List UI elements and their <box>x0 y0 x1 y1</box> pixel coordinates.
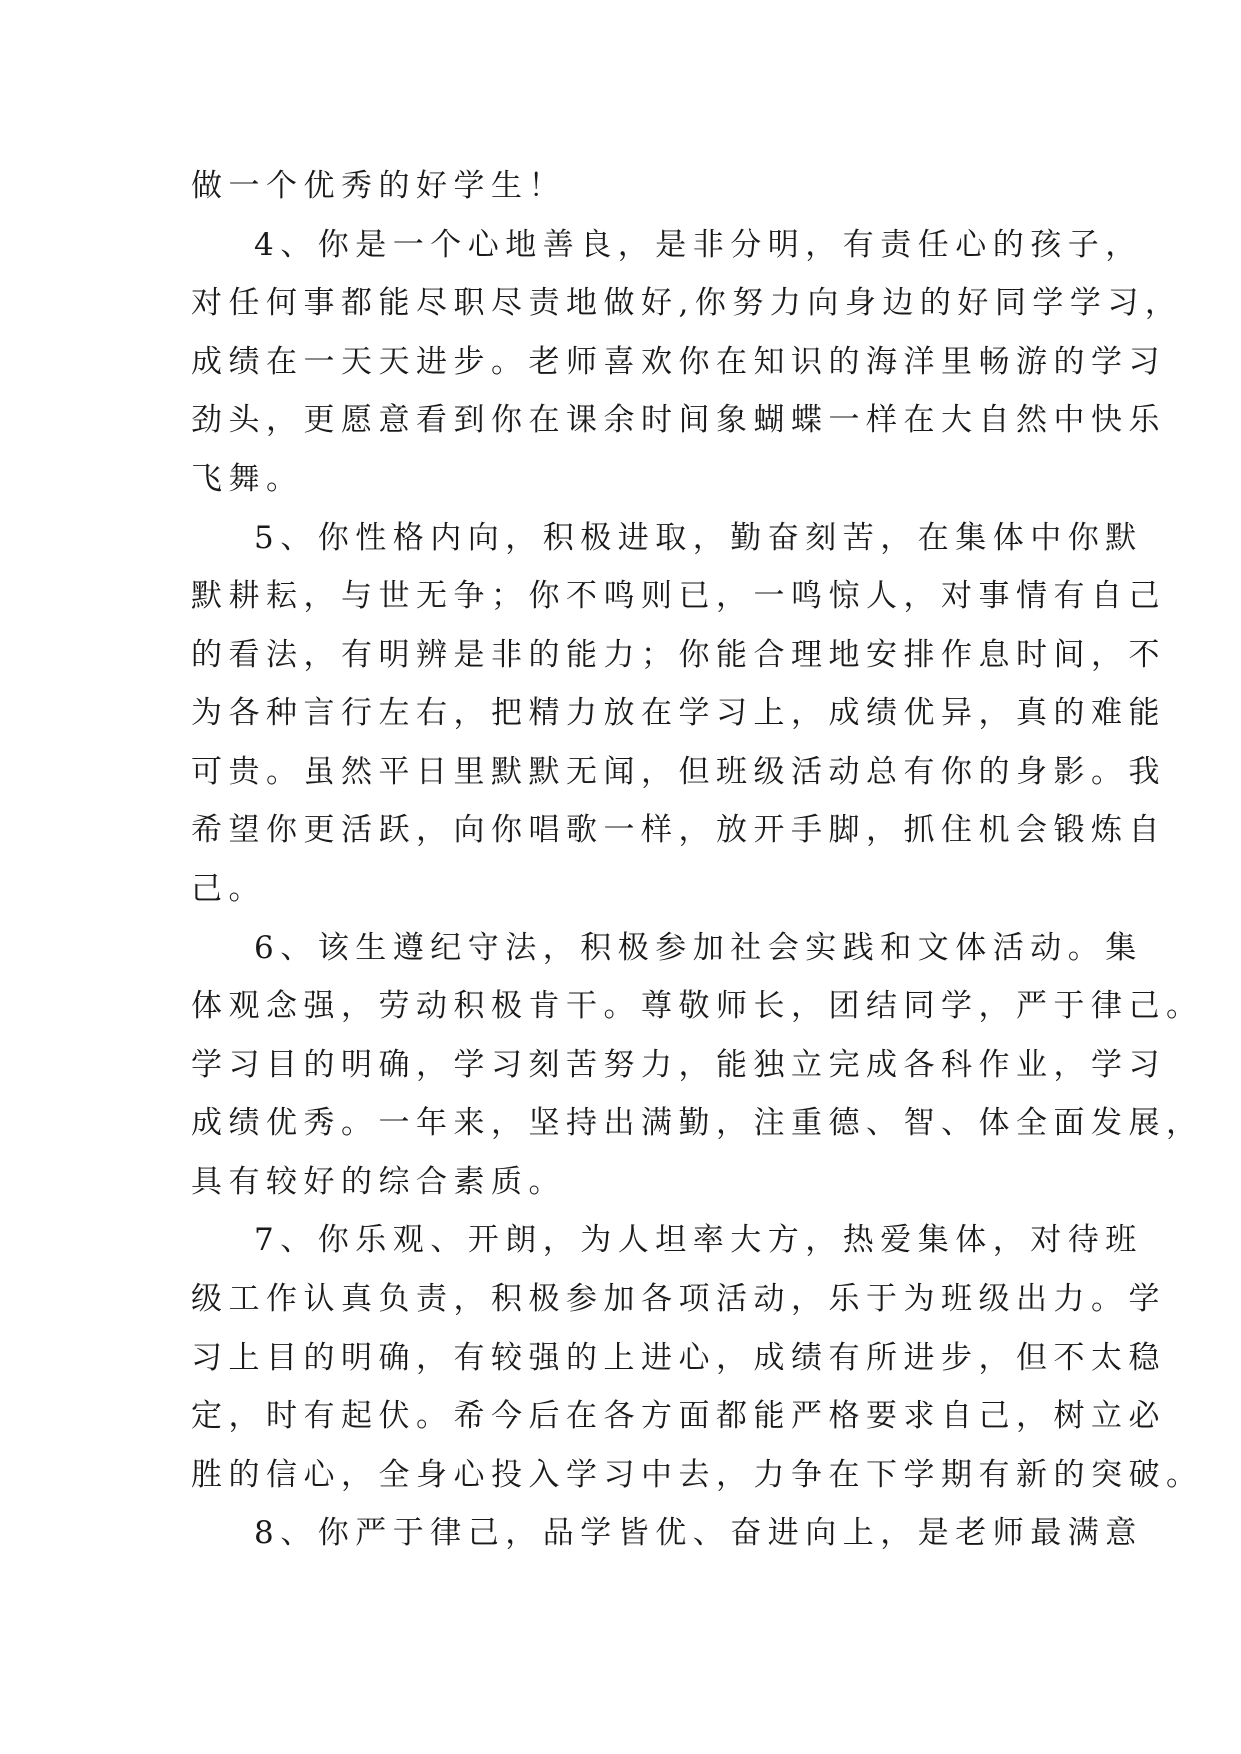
paragraph-5-line: 5、你性格内向，积极进取，勤奋刻苦，在集体中你默 <box>254 520 1143 556</box>
text-line: 为各种言行左右，把精力放在学习上，成绩优异，真的难能 <box>191 695 1166 731</box>
paragraph-8-line: 8、你严于律己，品学皆优、奋进向上，是老师最满意 <box>254 1515 1143 1551</box>
text-line: 胜的信心，全身心投入学习中去，力争在下学期有新的突破。 <box>191 1457 1204 1493</box>
text-line: 对任何事都能尽职尽责地做好,你努力向身边的好同学学习， <box>191 285 1183 321</box>
text-line: 具有较好的综合素质。 <box>191 1164 566 1200</box>
text-line: 体观念强，劳动积极肯干。尊敬师长，团结同学，严于律己。 <box>191 988 1204 1024</box>
text-line: 可贵。虽然平日里默默无闻，但班级活动总有你的身影。我 <box>191 754 1166 790</box>
text-line: 学习目的明确，学习刻苦努力，能独立完成各科作业，学习 <box>191 1047 1166 1083</box>
text-line: 希望你更活跃，向你唱歌一样，放开手脚，抓住机会锻炼自 <box>191 812 1166 848</box>
text-line: 级工作认真负责，积极参加各项活动，乐于为班级出力。学 <box>191 1281 1166 1317</box>
text-line: 定，时有起伏。希今后在各方面都能严格要求自己，树立必 <box>191 1398 1166 1434</box>
text-line: 的看法，有明辨是非的能力；你能合理地安排作息时间，不 <box>191 637 1166 673</box>
paragraph-6-line: 6、该生遵纪守法，积极参加社会实践和文体活动。集 <box>254 930 1143 966</box>
text-line: 默耕耘，与世无争；你不鸣则已，一鸣惊人，对事情有自己 <box>191 578 1166 614</box>
text-line: 飞舞。 <box>191 461 304 497</box>
text-line: 己。 <box>191 871 266 907</box>
text-line: 劲头，更愿意看到你在课余时间象蝴蝶一样在大自然中快乐 <box>191 402 1166 438</box>
text-line: 成绩在一天天进步。老师喜欢你在知识的海洋里畅游的学习 <box>191 344 1166 380</box>
text-line: 习上目的明确，有较强的上进心，成绩有所进步，但不太稳 <box>191 1340 1166 1376</box>
text-line: 做一个优秀的好学生！ <box>191 168 566 204</box>
paragraph-7-line: 7、你乐观、开朗，为人坦率大方，热爱集体，对待班 <box>254 1222 1143 1258</box>
text-line: 成绩优秀。一年来，坚持出满勤，注重德、智、体全面发展， <box>191 1105 1204 1141</box>
paragraph-4-line: 4、你是一个心地善良，是非分明，有责任心的孩子， <box>254 227 1143 263</box>
